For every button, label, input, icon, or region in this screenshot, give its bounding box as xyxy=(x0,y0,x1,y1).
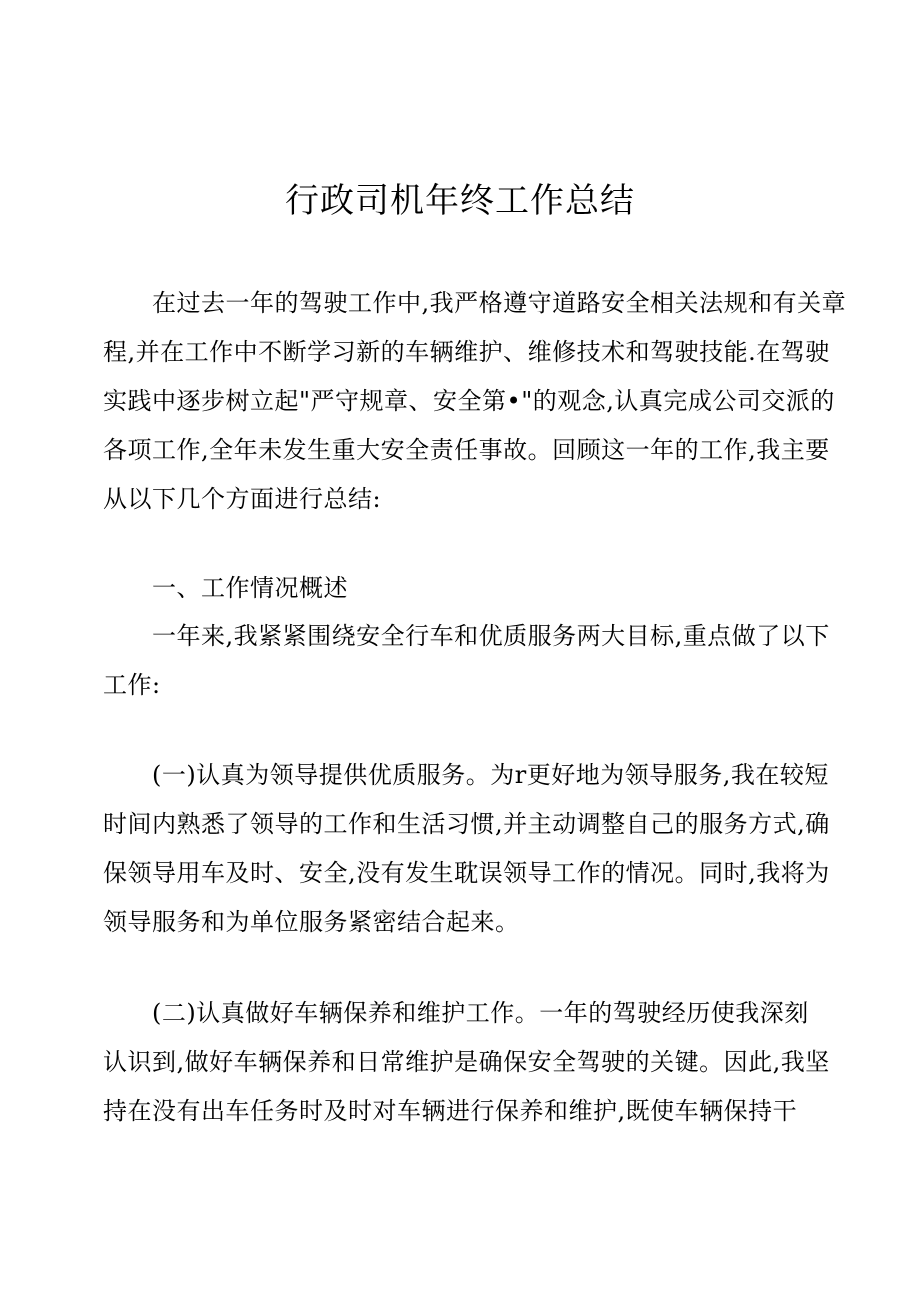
paragraph-line: 一年来,我紧紧围绕安全行车和优质服务两大目标,重点做了以下 xyxy=(152,622,830,650)
paragraph-line: (二)认真做好车辆保养和维护工作。一年的驾驶经历使我深刻 xyxy=(152,999,809,1027)
paragraph-line: (一)认真为领导提供优质服务。为r更好地为领导服务,我在较短 xyxy=(152,761,829,789)
paragraph-line: 时间内熟悉了领导的工作和生活习惯,并主动调整自己的服务方式,确 xyxy=(103,810,830,838)
item2-paragraph xyxy=(103,989,830,1136)
paragraph-line: 实践中逐步树立起"严守规章、安全第•"的观念,认真完成公司交派的 xyxy=(103,387,835,415)
paragraph-line: 在过去一年的驾驶工作中,我严格遵守道路安全相关法规和有关章 xyxy=(152,289,847,317)
paragraph-line: 认识到,做好车辆保养和日常维护是确保安全驾驶的关键。因此,我坚 xyxy=(103,1048,830,1076)
document-title: 行政司机年终工作总结 xyxy=(285,181,635,221)
section1-paragraph xyxy=(103,612,830,710)
intro-paragraph xyxy=(103,279,847,524)
paragraph-line: 工作: xyxy=(103,671,161,699)
paragraph-line: 从以下几个方面进行总结: xyxy=(103,485,382,513)
paragraph-line: 各项工作,全年未发生重大安全责任事故。回顾这一年的工作,我主要 xyxy=(103,436,830,464)
item1-paragraph xyxy=(103,751,830,947)
paragraph-line: 程,并在工作中不断学习新的车辆维护、维修技术和驾驶技能.在驾驶 xyxy=(103,338,830,366)
paragraph-line: 持在没有出车任务时及时对车辆进行保养和维护,既使车辆保持干 xyxy=(103,1097,798,1125)
section-heading: 一、工作情况概述 xyxy=(152,574,348,602)
paragraph-line: 领导服务和为单位服务紧密结合起来。 xyxy=(103,908,520,936)
paragraph-line: 保领导用车及时、安全,没有发生耽误领导工作的情况。同时,我将为 xyxy=(103,859,830,887)
